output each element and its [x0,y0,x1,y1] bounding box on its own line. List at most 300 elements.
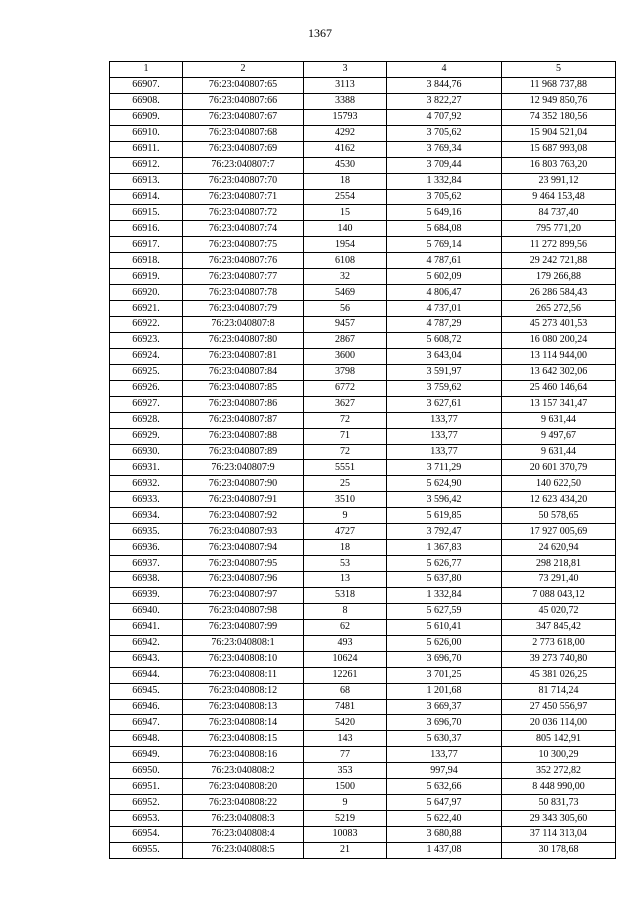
row-number: 66949. [110,747,183,763]
cadastral-number: 76:23:040807:79 [183,301,304,317]
cadastral-value: 10 300,29 [502,747,616,763]
area-value: 56 [304,301,387,317]
specific-value: 3 669,37 [387,699,502,715]
specific-value: 4 787,61 [387,253,502,269]
area-value: 3600 [304,348,387,364]
row-number: 66947. [110,715,183,731]
cadastral-number: 76:23:040807:78 [183,285,304,301]
cadastral-value: 45 273 401,53 [502,317,616,333]
cadastral-value: 11 968 737,88 [502,77,616,93]
cadastral-value: 15 687 993,08 [502,141,616,157]
cadastral-value: 74 352 180,56 [502,109,616,125]
specific-value: 4 806,47 [387,285,502,301]
cadastral-number: 76:23:040808:1 [183,635,304,651]
specific-value: 1 332,84 [387,173,502,189]
table-row [110,476,616,492]
cadastral-value: 12 949 850,76 [502,93,616,109]
cadastral-number: 76:23:040808:12 [183,683,304,699]
specific-value: 133,77 [387,412,502,428]
cadastral-value: 50 578,65 [502,508,616,524]
area-value: 2867 [304,332,387,348]
row-number: 66919. [110,269,183,285]
cadastral-value: 30 178,68 [502,842,616,858]
cadastral-number: 76:23:040807:75 [183,237,304,253]
table-row [110,715,616,731]
cadastral-value: 265 272,56 [502,301,616,317]
specific-value: 133,77 [387,747,502,763]
row-number: 66921. [110,301,183,317]
specific-value: 3 591,97 [387,364,502,380]
table-row [110,731,616,747]
cadastral-value: 352 272,82 [502,763,616,779]
table-row [110,396,616,412]
cadastral-value: 39 273 740,80 [502,651,616,667]
cadastral-number: 76:23:040807:87 [183,412,304,428]
cadastral-value: 9 497,67 [502,428,616,444]
table-row [110,301,616,317]
row-number: 66907. [110,77,183,93]
table-row [110,779,616,795]
cadastral-number: 76:23:040807:91 [183,492,304,508]
row-number: 66954. [110,827,183,843]
row-number: 66936. [110,540,183,556]
cadastral-value: 8 448 990,00 [502,779,616,795]
row-number: 66952. [110,795,183,811]
table-row [110,651,616,667]
row-number: 66916. [110,221,183,237]
row-number: 66950. [110,763,183,779]
specific-value: 5 649,16 [387,205,502,221]
cadastral-number: 76:23:040807:85 [183,380,304,396]
cadastral-value: 45 381 026,25 [502,667,616,683]
header-row [110,62,616,78]
row-number: 66913. [110,173,183,189]
row-number: 66929. [110,428,183,444]
cadastral-value: 795 771,20 [502,221,616,237]
specific-value: 5 608,72 [387,332,502,348]
cadastral-number: 76:23:040807:74 [183,221,304,237]
cadastral-number: 76:23:040807:80 [183,332,304,348]
specific-value: 3 759,62 [387,380,502,396]
cadastral-number: 76:23:040807:84 [183,364,304,380]
area-value: 18 [304,540,387,556]
row-number: 66939. [110,587,183,603]
cadastral-value: 16 080 200,24 [502,332,616,348]
area-value: 493 [304,635,387,651]
table-row [110,699,616,715]
specific-value: 5 602,09 [387,269,502,285]
area-value: 3510 [304,492,387,508]
cadastral-number: 76:23:040807:76 [183,253,304,269]
table-row [110,221,616,237]
specific-value: 3 844,76 [387,77,502,93]
row-number: 66948. [110,731,183,747]
cadastral-value: 13 157 341,47 [502,396,616,412]
cadastral-number: 76:23:040808:11 [183,667,304,683]
specific-value: 5 684,08 [387,221,502,237]
specific-value: 3 822,27 [387,93,502,109]
specific-value: 1 332,84 [387,587,502,603]
cadastral-value: 15 904 521,04 [502,125,616,141]
area-value: 5551 [304,460,387,476]
specific-value: 5 610,41 [387,619,502,635]
table-row [110,667,616,683]
table-row [110,811,616,827]
cadastral-value: 45 020,72 [502,603,616,619]
cadastral-value: 9 631,44 [502,412,616,428]
cadastral-number: 76:23:040807:94 [183,540,304,556]
cadastral-number: 76:23:040808:13 [183,699,304,715]
cadastral-value: 50 831,73 [502,795,616,811]
area-value: 5318 [304,587,387,603]
cadastral-value: 13 114 944,00 [502,348,616,364]
row-number: 66912. [110,157,183,173]
cadastral-number: 76:23:040807:67 [183,109,304,125]
table-row [110,364,616,380]
cadastral-number: 76:23:040807:81 [183,348,304,364]
row-number: 66945. [110,683,183,699]
area-value: 1954 [304,237,387,253]
cadastral-number: 76:23:040807:72 [183,205,304,221]
page-number: 1367 [308,26,332,40]
cadastral-number: 76:23:040808:5 [183,842,304,858]
table-row [110,524,616,540]
cadastral-value: 20 036 114,00 [502,715,616,731]
row-number: 66943. [110,651,183,667]
row-number: 66927. [110,396,183,412]
table-row [110,460,616,476]
cadastral-number: 76:23:040807:8 [183,317,304,333]
specific-value: 5 624,90 [387,476,502,492]
table-row [110,317,616,333]
registry-table-body [110,62,616,859]
row-number: 66931. [110,460,183,476]
area-value: 6108 [304,253,387,269]
specific-value: 5 626,00 [387,635,502,651]
area-value: 13 [304,572,387,588]
area-value: 5219 [304,811,387,827]
cadastral-number: 76:23:040807:86 [183,396,304,412]
specific-value: 3 696,70 [387,651,502,667]
table-row [110,492,616,508]
table-row [110,540,616,556]
area-value: 5469 [304,285,387,301]
cadastral-value: 29 242 721,88 [502,253,616,269]
cadastral-number: 76:23:040808:2 [183,763,304,779]
cadastral-number: 76:23:040807:71 [183,189,304,205]
table-row [110,412,616,428]
area-value: 68 [304,683,387,699]
row-number: 66935. [110,524,183,540]
cadastral-value: 37 114 313,04 [502,827,616,843]
cadastral-value: 9 631,44 [502,444,616,460]
row-number: 66924. [110,348,183,364]
specific-value: 5 622,40 [387,811,502,827]
area-value: 3627 [304,396,387,412]
cadastral-number: 76:23:040807:70 [183,173,304,189]
specific-value: 5 637,80 [387,572,502,588]
row-number: 66926. [110,380,183,396]
row-number: 66920. [110,285,183,301]
row-number: 66910. [110,125,183,141]
cadastral-value: 9 464 153,48 [502,189,616,205]
table-row [110,683,616,699]
row-number: 66934. [110,508,183,524]
area-value: 4292 [304,125,387,141]
specific-value: 133,77 [387,444,502,460]
specific-value: 5 647,97 [387,795,502,811]
table-row [110,205,616,221]
cadastral-value: 17 927 005,69 [502,524,616,540]
area-value: 15 [304,205,387,221]
cadastral-number: 76:23:040808:4 [183,827,304,843]
specific-value: 4 787,29 [387,317,502,333]
cadastral-number: 76:23:040807:90 [183,476,304,492]
area-value: 8 [304,603,387,619]
table-row [110,285,616,301]
cadastral-number: 76:23:040807:95 [183,556,304,572]
row-number: 66914. [110,189,183,205]
cadastral-number: 76:23:040807:92 [183,508,304,524]
area-value: 143 [304,731,387,747]
specific-value: 1 201,68 [387,683,502,699]
row-number: 66938. [110,572,183,588]
area-value: 4530 [304,157,387,173]
specific-value: 3 696,70 [387,715,502,731]
table-row [110,237,616,253]
cadastral-number: 76:23:040808:22 [183,795,304,811]
row-number: 66932. [110,476,183,492]
column-header: 5 [502,62,616,78]
area-value: 25 [304,476,387,492]
table-row [110,635,616,651]
area-value: 62 [304,619,387,635]
table-row [110,747,616,763]
cadastral-number: 76:23:040807:96 [183,572,304,588]
cadastral-number: 76:23:040807:65 [183,77,304,93]
row-number: 66911. [110,141,183,157]
table-row [110,763,616,779]
table-row [110,827,616,843]
area-value: 140 [304,221,387,237]
table-row [110,269,616,285]
cadastral-value: 11 272 899,56 [502,237,616,253]
cadastral-value: 81 714,24 [502,683,616,699]
row-number: 66925. [110,364,183,380]
row-number: 66928. [110,412,183,428]
row-number: 66930. [110,444,183,460]
cadastral-number: 76:23:040807:9 [183,460,304,476]
cadastral-value: 7 088 043,12 [502,587,616,603]
table-row [110,444,616,460]
specific-value: 3 705,62 [387,125,502,141]
table-row [110,428,616,444]
row-number: 66922. [110,317,183,333]
table-row [110,77,616,93]
specific-value: 3 596,42 [387,492,502,508]
row-number: 66923. [110,332,183,348]
specific-value: 4 707,92 [387,109,502,125]
cadastral-value: 24 620,94 [502,540,616,556]
table-row [110,380,616,396]
table-row [110,572,616,588]
cadastral-number: 76:23:040807:7 [183,157,304,173]
area-value: 53 [304,556,387,572]
cadastral-value: 20 601 370,79 [502,460,616,476]
area-value: 3113 [304,77,387,93]
table-row [110,603,616,619]
area-value: 77 [304,747,387,763]
specific-value: 3 680,88 [387,827,502,843]
table-row [110,795,616,811]
cadastral-value: 27 450 556,97 [502,699,616,715]
specific-value: 5 630,37 [387,731,502,747]
area-value: 18 [304,173,387,189]
table-row [110,556,616,572]
row-number: 66917. [110,237,183,253]
area-value: 21 [304,842,387,858]
row-number: 66944. [110,667,183,683]
area-value: 1500 [304,779,387,795]
specific-value: 3 769,34 [387,141,502,157]
specific-value: 5 626,77 [387,556,502,572]
cadastral-number: 76:23:040808:16 [183,747,304,763]
cadastral-value: 16 803 763,20 [502,157,616,173]
row-number: 66909. [110,109,183,125]
cadastral-value: 347 845,42 [502,619,616,635]
row-number: 66918. [110,253,183,269]
specific-value: 3 643,04 [387,348,502,364]
cadastral-value: 23 991,12 [502,173,616,189]
area-value: 32 [304,269,387,285]
cadastral-number: 76:23:040807:98 [183,603,304,619]
cadastral-value: 298 218,81 [502,556,616,572]
specific-value: 5 632,66 [387,779,502,795]
cadastral-number: 76:23:040808:3 [183,811,304,827]
specific-value: 133,77 [387,428,502,444]
cadastral-number: 76:23:040807:97 [183,587,304,603]
area-value: 71 [304,428,387,444]
area-value: 9 [304,508,387,524]
area-value: 4727 [304,524,387,540]
row-number: 66953. [110,811,183,827]
cadastral-value: 12 623 434,20 [502,492,616,508]
table-row [110,587,616,603]
specific-value: 4 737,01 [387,301,502,317]
cadastral-number: 76:23:040807:77 [183,269,304,285]
area-value: 72 [304,444,387,460]
area-value: 6772 [304,380,387,396]
table-row [110,157,616,173]
row-number: 66951. [110,779,183,795]
row-number: 66940. [110,603,183,619]
table-row [110,619,616,635]
area-value: 5420 [304,715,387,731]
row-number: 66942. [110,635,183,651]
cadastral-value: 13 642 302,06 [502,364,616,380]
column-header: 4 [387,62,502,78]
cadastral-value: 26 286 584,43 [502,285,616,301]
table-row [110,842,616,858]
area-value: 3388 [304,93,387,109]
area-value: 10083 [304,827,387,843]
area-value: 9 [304,795,387,811]
table-row [110,253,616,269]
row-number: 66941. [110,619,183,635]
area-value: 2554 [304,189,387,205]
cadastral-value: 25 460 146,64 [502,380,616,396]
area-value: 9457 [304,317,387,333]
specific-value: 3 701,25 [387,667,502,683]
cadastral-value: 2 773 618,00 [502,635,616,651]
specific-value: 5 769,14 [387,237,502,253]
cadastral-number: 76:23:040808:10 [183,651,304,667]
specific-value: 3 709,44 [387,157,502,173]
specific-value: 997,94 [387,763,502,779]
cadastral-number: 76:23:040807:88 [183,428,304,444]
specific-value: 5 619,85 [387,508,502,524]
table-row [110,141,616,157]
specific-value: 3 627,61 [387,396,502,412]
specific-value: 1 437,08 [387,842,502,858]
row-number: 66937. [110,556,183,572]
cadastral-number: 76:23:040807:99 [183,619,304,635]
column-header: 2 [183,62,304,78]
row-number: 66908. [110,93,183,109]
cadastral-number: 76:23:040808:14 [183,715,304,731]
area-value: 7481 [304,699,387,715]
table-row [110,348,616,364]
row-number: 66946. [110,699,183,715]
table-row [110,109,616,125]
specific-value: 3 705,62 [387,189,502,205]
table-row [110,173,616,189]
cadastral-value: 179 266,88 [502,269,616,285]
table-row [110,93,616,109]
cadastral-number: 76:23:040807:69 [183,141,304,157]
cadastral-number: 76:23:040807:66 [183,93,304,109]
area-value: 3798 [304,364,387,380]
specific-value: 3 792,47 [387,524,502,540]
table-row [110,125,616,141]
table-row [110,332,616,348]
cadastral-value: 140 622,50 [502,476,616,492]
column-header: 1 [110,62,183,78]
cadastral-number: 76:23:040807:93 [183,524,304,540]
cadastral-number: 76:23:040808:20 [183,779,304,795]
cadastral-number: 76:23:040808:15 [183,731,304,747]
registry-table [109,61,616,859]
column-header: 3 [304,62,387,78]
specific-value: 1 367,83 [387,540,502,556]
cadastral-value: 805 142,91 [502,731,616,747]
area-value: 72 [304,412,387,428]
table-row [110,189,616,205]
cadastral-number: 76:23:040807:89 [183,444,304,460]
cadastral-value: 29 343 305,60 [502,811,616,827]
cadastral-number: 76:23:040807:68 [183,125,304,141]
area-value: 15793 [304,109,387,125]
area-value: 4162 [304,141,387,157]
cadastral-value: 84 737,40 [502,205,616,221]
area-value: 353 [304,763,387,779]
area-value: 10624 [304,651,387,667]
area-value: 12261 [304,667,387,683]
row-number: 66955. [110,842,183,858]
specific-value: 3 711,29 [387,460,502,476]
table-row [110,508,616,524]
cadastral-value: 73 291,40 [502,572,616,588]
